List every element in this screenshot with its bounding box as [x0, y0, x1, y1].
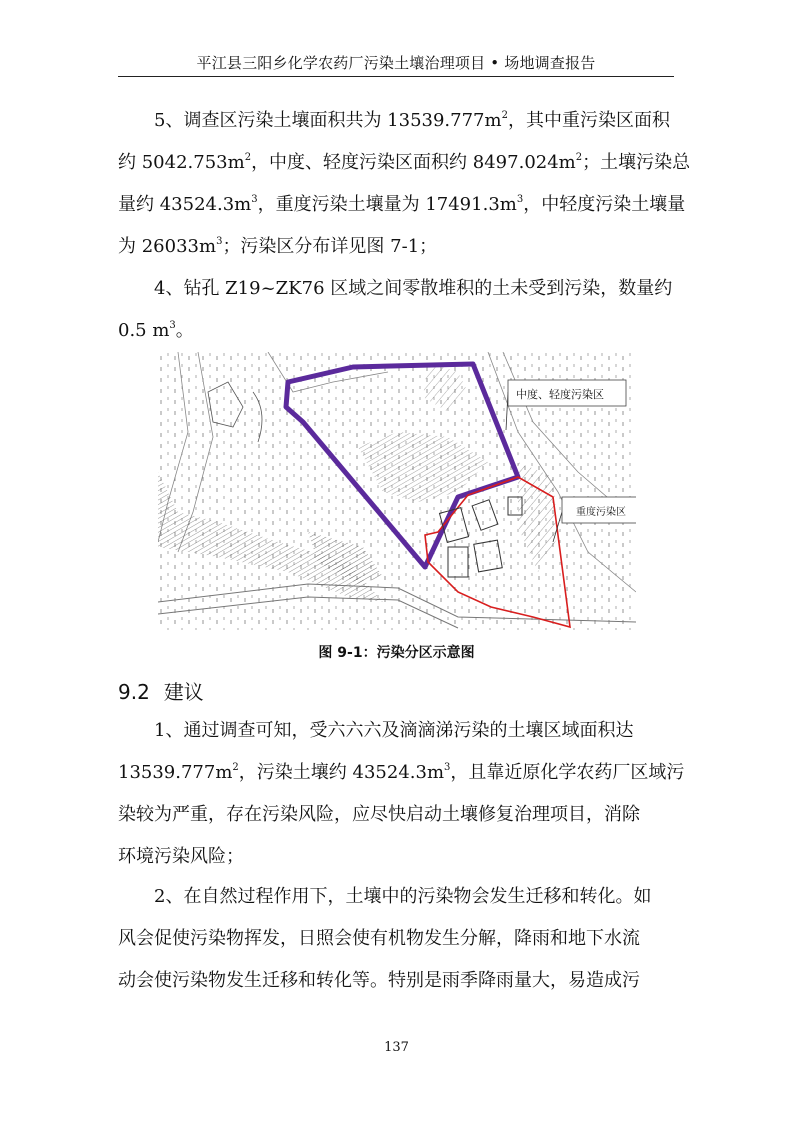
page-number: 137 [384, 1040, 409, 1055]
callout-moderate-label: 中度、轻度污染区 [516, 388, 604, 401]
section-number: 9.2 [118, 680, 150, 704]
paragraph-recommendation-1: 1、通过调查可知，受六六六及滴滴涕污染的土壤区域面积达 $13539.777m^2$，污染土壤约 $43524.3m^3$，且靠近原化学农药厂区域污 染较为严重，存在污染风险，应尽快启动土壤修复治理项目，消除 环境污染风险； [118, 720, 685, 867]
callout-heavy-label: 重度污染区 [576, 507, 626, 518]
paragraph-uncontaminated-soil: 4、钻孔 Z19~ZK76 区域之间零散堆积的土未受到污染，数量约 0.5 $m^3$。 [118, 278, 673, 341]
paragraph-recommendation-2: 2、在自然过程作用下，土壤中的污染物会发生迁移和转化。如 风会促使污染物挥发，日照会使有机物发生分解，降雨和地下水流 动会使污染物发生迁移和转化等。特别是雨季降雨量大，易造成污 [118, 886, 652, 991]
paragraph-contaminated-area: 5、调查区污染土壤面积共为 $13539.777m^2$，其中重污染区面积 约 $5042.753m^2$，中度、轻度污染区面积约 $8497.024m^2$；土壤污染总 量约 $43524.3m^3$，重度污染土壤量为 $17491.3m^3$，中轻度污染土壤量 为 $26033m^3$；污染区分布详见图 7-1； [118, 110, 691, 257]
figure-caption: 图 9-1：污染分区示意图 [318, 645, 475, 661]
section-heading [118, 676, 218, 705]
contamination-zone-map [158, 352, 636, 630]
section-title: 建议 [163, 680, 204, 704]
zone-map-svg [158, 352, 636, 630]
page-header: 平江县三阳乡化学农药厂污染土壤治理项目 • 场地调查报告 [118, 52, 674, 77]
